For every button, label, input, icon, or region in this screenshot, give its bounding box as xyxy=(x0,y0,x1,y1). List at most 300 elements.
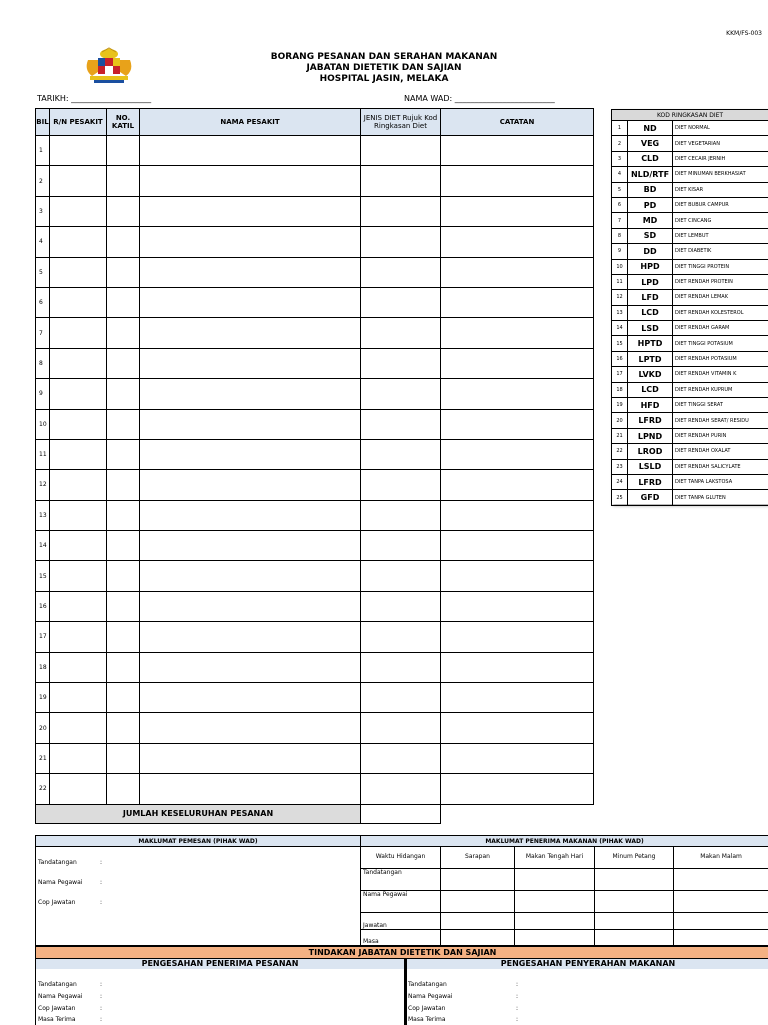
diet-code-number: 10 xyxy=(612,259,628,274)
input-cell[interactable] xyxy=(595,868,674,890)
diet-cell[interactable] xyxy=(361,409,441,439)
katil-cell[interactable] xyxy=(107,622,140,652)
diet-code-number: 20 xyxy=(612,413,628,428)
pemesan-cop-label: Cop Jawatan xyxy=(38,899,75,906)
nama-cell[interactable] xyxy=(140,257,361,287)
nama-cell[interactable] xyxy=(140,561,361,591)
diet-cell[interactable] xyxy=(361,683,441,713)
diet-cell[interactable] xyxy=(361,318,441,348)
diet-code: LVKD xyxy=(628,367,673,382)
diet-code-number: 17 xyxy=(612,367,628,382)
katil-cell[interactable] xyxy=(107,257,140,287)
row-number: 12 xyxy=(36,470,50,500)
diet-code-number: 6 xyxy=(612,197,628,212)
diet-code: LSD xyxy=(628,321,673,336)
diet-code: ND xyxy=(628,121,673,136)
nama-cell[interactable] xyxy=(140,439,361,469)
diet-code-description: DIET RENDAH SALICYLATE xyxy=(673,459,768,474)
pemesan-nama-label: Nama Pegawai xyxy=(38,879,82,886)
left-masa-label: Masa Terima xyxy=(38,1016,76,1023)
right-nama-label: Nama Pegawai xyxy=(408,993,452,1000)
row-number: 21 xyxy=(36,743,50,773)
catatan-cell[interactable] xyxy=(441,318,594,348)
diet-code-row xyxy=(612,151,768,166)
catatan-cell[interactable] xyxy=(441,439,594,469)
diet-cell[interactable] xyxy=(361,166,441,196)
diet-code-description: DIET TANPA LAKSTOSA xyxy=(673,474,768,489)
col-waktu-hidangan: Waktu Hidangan xyxy=(361,847,441,869)
table-row xyxy=(36,774,594,804)
diet-cell[interactable] xyxy=(361,713,441,743)
diet-code-number: 7 xyxy=(612,213,628,228)
row-number: 14 xyxy=(36,531,50,561)
nama-cell[interactable] xyxy=(140,196,361,226)
katil-cell[interactable] xyxy=(107,713,140,743)
row-number: 8 xyxy=(36,348,50,378)
catatan-cell[interactable] xyxy=(441,470,594,500)
catatan-cell[interactable] xyxy=(441,409,594,439)
diet-cell[interactable] xyxy=(361,470,441,500)
input-cell[interactable] xyxy=(595,912,674,930)
tindakan-title: TINDAKAN JABATAN DIETETIK DAN SAJIAN xyxy=(36,947,768,959)
diet-code-row xyxy=(612,474,768,489)
diet-code-row xyxy=(612,121,768,136)
nama-cell[interactable] xyxy=(140,227,361,257)
row-number: 20 xyxy=(36,713,50,743)
diet-cell[interactable] xyxy=(361,196,441,226)
total-value-cell[interactable] xyxy=(361,804,441,823)
col-makan-tengah-hari: Makan Tengah Hari xyxy=(515,847,595,869)
catatan-cell[interactable] xyxy=(441,257,594,287)
rn-cell[interactable] xyxy=(50,591,107,621)
diet-code-description: DIET VEGETARIAN xyxy=(673,136,768,151)
diet-code-number: 3 xyxy=(612,151,628,166)
rn-cell[interactable] xyxy=(50,439,107,469)
katil-cell[interactable] xyxy=(107,287,140,317)
diet-code: LFRD xyxy=(628,413,673,428)
row-number: 1 xyxy=(36,136,50,166)
diet-code-number: 11 xyxy=(612,274,628,289)
rn-cell[interactable] xyxy=(50,622,107,652)
row-masa: Masa xyxy=(361,930,441,946)
col-minum-petang: Minum Petang xyxy=(595,847,674,869)
diet-code: VEG xyxy=(628,136,673,151)
nama-cell[interactable] xyxy=(140,166,361,196)
rn-cell[interactable] xyxy=(50,652,107,682)
row-number: 19 xyxy=(36,683,50,713)
rn-cell[interactable] xyxy=(50,227,107,257)
katil-cell[interactable] xyxy=(107,318,140,348)
pengesahan-penyerahan-title: PENGESAHAN PENYERAHAN MAKANAN xyxy=(407,959,768,969)
row-number: 6 xyxy=(36,287,50,317)
left-cop-label: Cop Jawatan xyxy=(38,1005,75,1012)
diet-code: CLD xyxy=(628,151,673,166)
nama-cell[interactable] xyxy=(140,348,361,378)
diet-code-number: 2 xyxy=(612,136,628,151)
table-row xyxy=(36,196,594,226)
diet-code-description: DIET TINGGI POTASIUM xyxy=(673,336,768,351)
row-number: 9 xyxy=(36,379,50,409)
katil-cell[interactable] xyxy=(107,409,140,439)
diet-code: NLD/RTF xyxy=(628,167,673,182)
table-row xyxy=(36,318,594,348)
diet-code-description: DIET RENDAH PURIN xyxy=(673,428,768,443)
rn-cell[interactable] xyxy=(50,713,107,743)
input-cell[interactable] xyxy=(515,930,595,946)
diet-code-number: 15 xyxy=(612,336,628,351)
diet-code-row xyxy=(612,428,768,443)
catatan-cell[interactable] xyxy=(441,561,594,591)
diet-cell[interactable] xyxy=(361,591,441,621)
table-row xyxy=(36,166,594,196)
diet-cell[interactable] xyxy=(361,257,441,287)
catatan-cell[interactable] xyxy=(441,287,594,317)
diet-code-number: 9 xyxy=(612,244,628,259)
diet-code-number: 4 xyxy=(612,167,628,182)
table-row xyxy=(36,257,594,287)
table-row xyxy=(36,379,594,409)
diet-cell[interactable] xyxy=(361,531,441,561)
diet-code-row xyxy=(612,351,768,366)
title-line-2: JABATAN DIETETIK DAN SAJIAN xyxy=(0,63,768,74)
diet-code: DD xyxy=(628,244,673,259)
catatan-cell[interactable] xyxy=(441,531,594,561)
diet-code: LPND xyxy=(628,428,673,443)
title-line-1: BORANG PESANAN DAN SERAHAN MAKANAN xyxy=(0,52,768,63)
katil-cell[interactable] xyxy=(107,136,140,166)
diet-code-row xyxy=(612,398,768,413)
diet-code: SD xyxy=(628,228,673,243)
diet-code: PD xyxy=(628,197,673,212)
diet-code-number: 16 xyxy=(612,351,628,366)
rn-cell[interactable] xyxy=(50,683,107,713)
katil-cell[interactable] xyxy=(107,470,140,500)
row-number: 3 xyxy=(36,196,50,226)
catatan-cell[interactable] xyxy=(441,348,594,378)
table-row xyxy=(36,561,594,591)
left-tandatangan-label: Tandatangan xyxy=(38,981,77,988)
rn-cell[interactable] xyxy=(50,561,107,591)
diet-cell[interactable] xyxy=(361,348,441,378)
row-number: 22 xyxy=(36,774,50,804)
tindakan-section: TINDAKAN JABATAN DIETETIK DAN SAJIAN PENGESAHAN PENERIMA PESANAN PENGESAHAN PENYERAHAN MAKANAN Tandatangan : Nama Pegawai : Cop Jawatan : Masa Terima : Tandatangan : Nama Pegawai : Cop Jawatan : Masa Terima : xyxy=(35,946,768,1025)
table-row xyxy=(36,409,594,439)
diet-code-row xyxy=(612,259,768,274)
diet-code-row xyxy=(612,459,768,474)
table-row xyxy=(36,531,594,561)
katil-cell[interactable] xyxy=(107,439,140,469)
diet-cell[interactable] xyxy=(361,622,441,652)
left-nama-label: Nama Pegawai xyxy=(38,993,82,1000)
diet-code-description: DIET CECAIR JERNIH xyxy=(673,151,768,166)
pemesan-details: Tandatangan : Nama Pegawai : Cop Jawatan : xyxy=(36,847,361,946)
nama-cell[interactable] xyxy=(140,318,361,348)
katil-cell[interactable] xyxy=(107,743,140,773)
row-number: 16 xyxy=(36,591,50,621)
katil-cell[interactable] xyxy=(107,531,140,561)
rn-cell[interactable] xyxy=(50,409,107,439)
diet-cell[interactable] xyxy=(361,439,441,469)
diet-code-description: DIET TINGGI SERAT xyxy=(673,398,768,413)
input-cell[interactable] xyxy=(674,890,768,912)
diet-code: LPTD xyxy=(628,351,673,366)
nama-cell[interactable] xyxy=(140,622,361,652)
row-number: 2 xyxy=(36,166,50,196)
header-bil: BIL xyxy=(36,109,50,136)
diet-code: LSLD xyxy=(628,459,673,474)
header-jenis-diet: JENIS DIET Rujuk Kod Ringkasan Diet xyxy=(361,109,441,136)
catatan-cell[interactable] xyxy=(441,196,594,226)
input-cell[interactable] xyxy=(441,930,515,946)
input-cell[interactable] xyxy=(515,912,595,930)
rn-cell[interactable] xyxy=(50,531,107,561)
rn-cell[interactable] xyxy=(50,774,107,804)
nama-cell[interactable] xyxy=(140,136,361,166)
col-makan-malam: Makan Malam xyxy=(674,847,768,869)
diet-code-number: 22 xyxy=(612,444,628,459)
row-number: 5 xyxy=(36,257,50,287)
catatan-cell[interactable] xyxy=(441,591,594,621)
diet-code-description: DIET TINGGI PROTEIN xyxy=(673,259,768,274)
row-number: 11 xyxy=(36,439,50,469)
pemesan-title: MAKLUMAT PEMESAN (PIHAK WAD) xyxy=(36,836,361,847)
catatan-cell[interactable] xyxy=(441,683,594,713)
diet-code: LPD xyxy=(628,274,673,289)
input-cell[interactable] xyxy=(595,890,674,912)
rn-cell[interactable] xyxy=(50,743,107,773)
table-row xyxy=(36,470,594,500)
diet-code-description: DIET RENDAH LEMAK xyxy=(673,290,768,305)
diet-code-description: DIET CINCANG xyxy=(673,213,768,228)
table-row xyxy=(36,591,594,621)
input-cell[interactable] xyxy=(595,930,674,946)
diet-code: LFRD xyxy=(628,474,673,489)
nama-cell[interactable] xyxy=(140,713,361,743)
input-cell[interactable] xyxy=(515,868,595,890)
diet-code-number: 23 xyxy=(612,459,628,474)
catatan-cell[interactable] xyxy=(441,136,594,166)
diet-code: LCD xyxy=(628,305,673,320)
header-catatan: CATATAN xyxy=(441,109,594,136)
input-cell[interactable] xyxy=(441,890,515,912)
section-divider xyxy=(404,959,407,1025)
katil-cell[interactable] xyxy=(107,652,140,682)
diet-code-row xyxy=(612,367,768,382)
diet-code-description: DIET RENDAH GARAM xyxy=(673,321,768,336)
diet-code-row xyxy=(612,182,768,197)
nama-cell[interactable] xyxy=(140,531,361,561)
nama-cell[interactable] xyxy=(140,379,361,409)
nama-cell[interactable] xyxy=(140,409,361,439)
diet-code-row xyxy=(612,136,768,151)
right-cop-label: Cop Jawatan xyxy=(408,1005,445,1012)
ward-info-table xyxy=(35,835,768,946)
diet-code-row xyxy=(612,167,768,182)
input-cell[interactable] xyxy=(674,868,768,890)
catatan-cell[interactable] xyxy=(441,774,594,804)
diet-code-row xyxy=(612,274,768,289)
katil-cell[interactable] xyxy=(107,166,140,196)
right-tandatangan-label: Tandatangan xyxy=(408,981,447,988)
diet-code-description: DIET RENDAH SERAT/ RESIDU xyxy=(673,413,768,428)
diet-code-row xyxy=(612,490,768,505)
diet-code-row xyxy=(612,213,768,228)
table-row xyxy=(36,348,594,378)
katil-cell[interactable] xyxy=(107,561,140,591)
diet-code-row xyxy=(612,197,768,212)
row-tandatangan: Tandatangan xyxy=(361,868,441,890)
nama-cell[interactable] xyxy=(140,591,361,621)
catatan-cell[interactable] xyxy=(441,622,594,652)
diet-code-table xyxy=(611,109,768,506)
katil-cell[interactable] xyxy=(107,774,140,804)
rn-cell[interactable] xyxy=(50,136,107,166)
nama-cell[interactable] xyxy=(140,287,361,317)
diet-code-number: 19 xyxy=(612,398,628,413)
catatan-cell[interactable] xyxy=(441,500,594,530)
tarikh-field[interactable]: TARIKH: ____________________ xyxy=(37,94,151,103)
nama-cell[interactable] xyxy=(140,470,361,500)
diet-code-row xyxy=(612,228,768,243)
diet-cell[interactable] xyxy=(361,500,441,530)
diet-code-row xyxy=(612,336,768,351)
rn-cell[interactable] xyxy=(50,257,107,287)
catatan-cell[interactable] xyxy=(441,652,594,682)
input-cell[interactable] xyxy=(441,868,515,890)
nama-cell[interactable] xyxy=(140,500,361,530)
diet-code-description: DIET BUBUR CAMPUR xyxy=(673,197,768,212)
table-row xyxy=(36,622,594,652)
header-katil: NO. KATIL xyxy=(107,109,140,136)
kod-table-title: KOD RINGKASAN DIET xyxy=(612,110,768,121)
diet-cell[interactable] xyxy=(361,379,441,409)
catatan-cell[interactable] xyxy=(441,379,594,409)
diet-code-row xyxy=(612,305,768,320)
diet-code-row xyxy=(612,244,768,259)
diet-code-description: DIET KISAR xyxy=(673,182,768,197)
catatan-cell[interactable] xyxy=(441,227,594,257)
diet-code: MD xyxy=(628,213,673,228)
document-code: KKM/FS-003 xyxy=(726,30,762,37)
row-nama-pegawai: Nama Pegawai xyxy=(361,890,441,912)
table-row xyxy=(36,683,594,713)
katil-cell[interactable] xyxy=(107,196,140,226)
row-number: 15 xyxy=(36,561,50,591)
rn-cell[interactable] xyxy=(50,287,107,317)
diet-code-description: DIET RENDAH KUPRUM xyxy=(673,382,768,397)
row-jawatan: Jawatan xyxy=(361,912,441,930)
form-title xyxy=(0,52,768,85)
diet-code: BD xyxy=(628,182,673,197)
katil-cell[interactable] xyxy=(107,379,140,409)
header-nama: NAMA PESAKIT xyxy=(140,109,361,136)
diet-code-number: 13 xyxy=(612,305,628,320)
diet-code: LCD xyxy=(628,382,673,397)
diet-code-row xyxy=(612,413,768,428)
col-sarapan: Sarapan xyxy=(441,847,515,869)
row-number: 10 xyxy=(36,409,50,439)
rn-cell[interactable] xyxy=(50,379,107,409)
patient-order-table xyxy=(35,108,594,824)
catatan-cell[interactable] xyxy=(441,713,594,743)
diet-cell[interactable] xyxy=(361,652,441,682)
table-row xyxy=(36,713,594,743)
diet-cell[interactable] xyxy=(361,561,441,591)
diet-code-description: DIET TANPA GLUTEN xyxy=(673,490,768,505)
table-row xyxy=(36,227,594,257)
rn-cell[interactable] xyxy=(50,500,107,530)
pengesahan-penerima-title: PENGESAHAN PENERIMA PESANAN xyxy=(36,959,404,969)
diet-code-number: 24 xyxy=(612,474,628,489)
input-cell[interactable] xyxy=(674,912,768,930)
rn-cell[interactable] xyxy=(50,166,107,196)
diet-code-number: 12 xyxy=(612,290,628,305)
diet-cell[interactable] xyxy=(361,287,441,317)
table-row xyxy=(36,743,594,773)
diet-code-description: DIET RENDAH VITAMIN K xyxy=(673,367,768,382)
right-masa-label: Masa Terima xyxy=(408,1016,446,1023)
katil-cell[interactable] xyxy=(107,591,140,621)
table-row xyxy=(36,500,594,530)
nama-cell[interactable] xyxy=(140,683,361,713)
table-row xyxy=(36,136,594,166)
diet-code-description: DIET RENDAH KOLESTEROL xyxy=(673,305,768,320)
diet-code-row xyxy=(612,321,768,336)
total-label: JUMLAH KESELURUHAN PESANAN xyxy=(36,804,361,823)
penerima-title: MAKLUMAT PENERIMA MAKANAN (PIHAK WAD) xyxy=(361,836,768,847)
rn-cell[interactable] xyxy=(50,318,107,348)
katil-cell[interactable] xyxy=(107,500,140,530)
katil-cell[interactable] xyxy=(107,227,140,257)
katil-cell[interactable] xyxy=(107,348,140,378)
rn-cell[interactable] xyxy=(50,196,107,226)
diet-code-description: DIET RENDAH OXALAT xyxy=(673,444,768,459)
table-row xyxy=(36,439,594,469)
diet-code-row xyxy=(612,444,768,459)
input-cell[interactable] xyxy=(441,912,515,930)
diet-code: LFD xyxy=(628,290,673,305)
diet-code: HFD xyxy=(628,398,673,413)
diet-code-number: 8 xyxy=(612,228,628,243)
nama-cell[interactable] xyxy=(140,774,361,804)
input-cell[interactable] xyxy=(674,930,768,946)
row-number: 18 xyxy=(36,652,50,682)
table-row xyxy=(36,287,594,317)
rn-cell[interactable] xyxy=(50,348,107,378)
input-cell[interactable] xyxy=(515,890,595,912)
diet-cell[interactable] xyxy=(361,743,441,773)
katil-cell[interactable] xyxy=(107,683,140,713)
diet-code-row xyxy=(612,382,768,397)
rn-cell[interactable] xyxy=(50,470,107,500)
diet-code: GFD xyxy=(628,490,673,505)
header-rn: R/N PESAKIT xyxy=(50,109,107,136)
diet-cell[interactable] xyxy=(361,774,441,804)
diet-code-number: 5 xyxy=(612,182,628,197)
nama-cell[interactable] xyxy=(140,652,361,682)
diet-cell[interactable] xyxy=(361,227,441,257)
diet-code-description: DIET RENDAH PROTEIN xyxy=(673,274,768,289)
diet-code: LROD xyxy=(628,444,673,459)
diet-code-description: DIET DIABETIK xyxy=(673,244,768,259)
nama-wad-field[interactable]: NAMA WAD: _________________________ xyxy=(404,94,555,103)
diet-cell[interactable] xyxy=(361,136,441,166)
diet-code-number: 14 xyxy=(612,321,628,336)
catatan-cell[interactable] xyxy=(441,166,594,196)
nama-cell[interactable] xyxy=(140,743,361,773)
catatan-cell[interactable] xyxy=(441,743,594,773)
diet-code-number: 18 xyxy=(612,382,628,397)
